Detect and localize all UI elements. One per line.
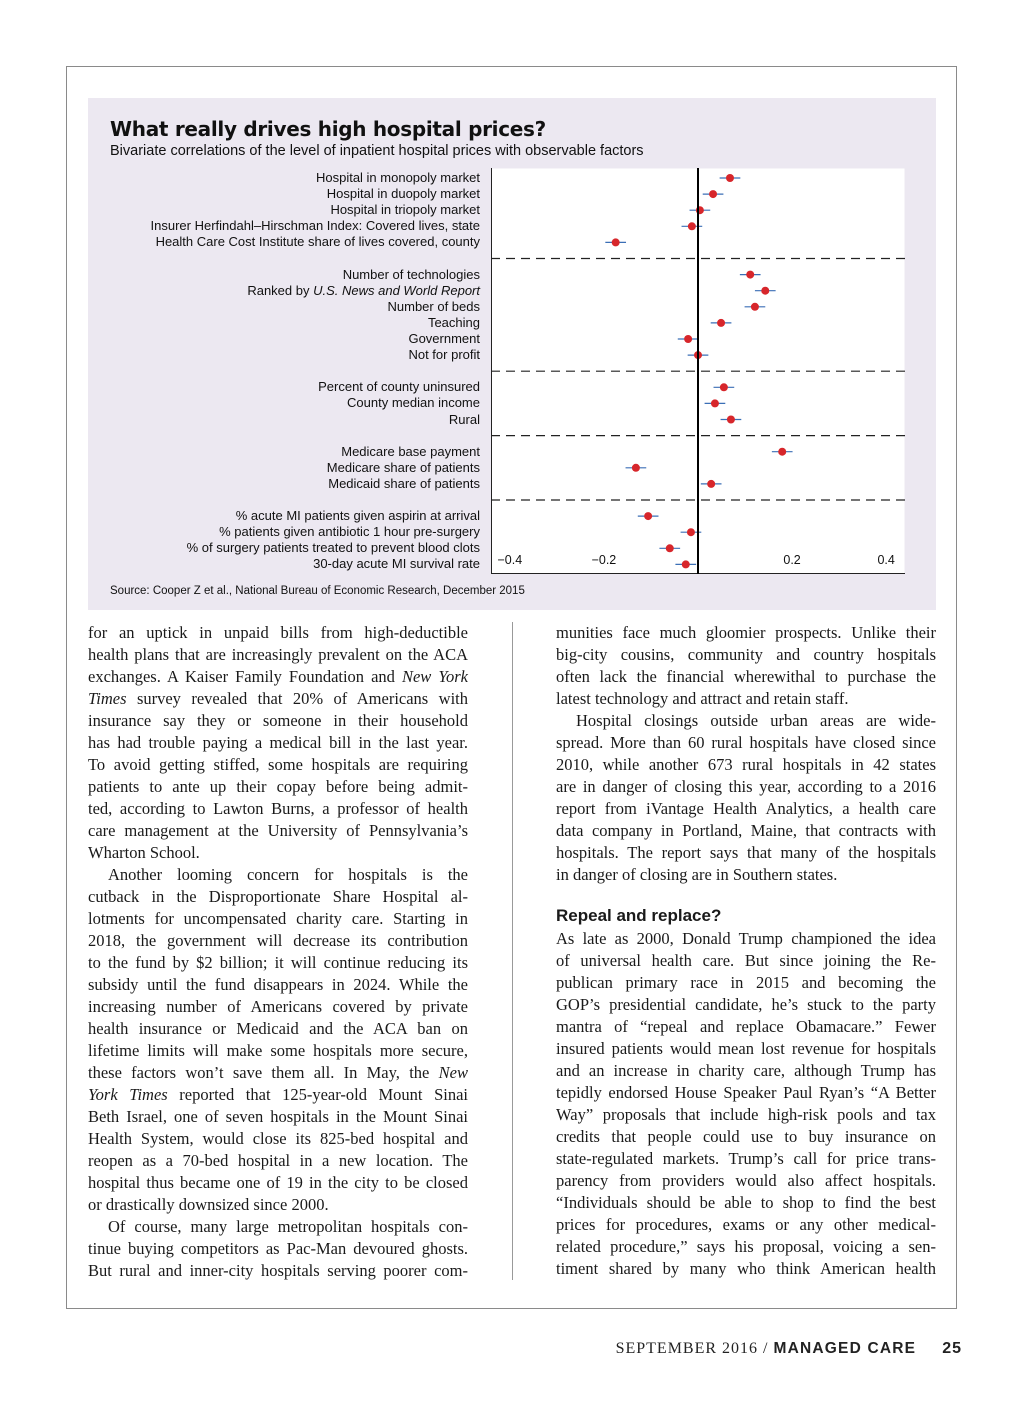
italic-text: York Times — [88, 1085, 168, 1104]
text-line: related procedure,” says his proposal, voicing a sen- — [556, 1237, 936, 1256]
text-line: state-regulated markets. Trump’s call for price trans- — [556, 1149, 936, 1168]
text-line: 2018, the government will decrease its contribution — [88, 931, 468, 950]
data-point — [644, 512, 652, 520]
row-label: Insurer Herfindahl–Hirschman Index: Covered lives, state — [150, 218, 480, 234]
text-line: data company in Portland, Maine, that contracts with — [556, 821, 936, 840]
text-line: Another looming concern for hospitals is the — [108, 865, 468, 884]
text-line: 2010, while another 673 rural hospitals in 42 states — [556, 755, 936, 774]
data-point — [687, 528, 695, 536]
italic-text: New York — [401, 667, 468, 686]
text-line: health insurance or Medicaid and the ACA ban on — [88, 1019, 468, 1038]
row-label: Percent of county uninsured — [318, 379, 480, 395]
text-line: credits that people could use to buy insurance on — [556, 1127, 936, 1146]
footer-issue: SEPTEMBER 2016 / — [615, 1340, 774, 1357]
text-line: timent shared by many who think American health — [556, 1259, 936, 1278]
row-label: 30-day acute MI survival rate — [313, 556, 480, 572]
row-label: Government — [408, 331, 480, 346]
data-point — [746, 271, 754, 279]
text-line: York Times reported that 125-year-old Mount Sinai — [88, 1085, 468, 1104]
row-label: Medicaid share of patients — [328, 475, 480, 491]
row-label: Health Care Cost Institute share of lives covered, county — [155, 234, 480, 250]
data-point — [682, 560, 690, 568]
text-line: and an increase in charity care, although Trump has — [556, 1061, 936, 1080]
text-line: report from iVantage Health Analytics, a health care — [556, 799, 936, 818]
text-line: hospitals. The report says that many of the hospitals — [556, 843, 936, 862]
row-label: Medicare share of patients — [326, 459, 480, 475]
data-point — [778, 448, 786, 456]
text-line: health plans that are increasingly prevalent on the ACA — [88, 645, 468, 664]
row-label: Number of technologies — [342, 266, 480, 282]
chart-plot-area — [491, 168, 905, 574]
text-line: often lack the financial wherewithal to purchase the — [556, 667, 936, 686]
text-line: care management at the University of Pennsylvania’s — [88, 821, 468, 840]
chart-title: What really drives high hospital prices? — [110, 117, 546, 141]
data-point — [717, 319, 725, 327]
text-line: are in danger of closing this year, according to a 2016 — [556, 777, 936, 796]
text-line: As late as 2000, Donald Trump championed the idea — [556, 929, 936, 948]
text-line: “Individuals should be able to shop to find the best — [556, 1193, 936, 1212]
text-line: for an uptick in unpaid bills from high-deductible — [88, 623, 468, 642]
row-label: % patients given antibiotic 1 hour pre-surgery — [219, 524, 480, 540]
text-line: patients to ante up their copay before being admit- — [88, 777, 468, 796]
text-line: these factors won’t save them all. In May, the New — [88, 1063, 468, 1082]
text-line: Times survey revealed that 20% of Americans with — [88, 689, 468, 708]
page-number: 25 — [942, 1340, 962, 1357]
data-point — [707, 480, 715, 488]
column-divider — [512, 622, 513, 1280]
text-line: lotments for uncompensated charity care. Starting in — [88, 909, 468, 928]
x-tick-label: −0.4 — [497, 553, 523, 567]
text-line: of universal health care. But since joining the Re- — [556, 951, 936, 970]
row-label: Hospital in monopoly market — [315, 170, 480, 185]
row-label: Number of beds — [387, 298, 480, 314]
text-line: in danger of closing are in Southern states. — [556, 865, 838, 884]
data-point — [684, 335, 692, 343]
article-column-right — [556, 622, 936, 1280]
row-label: % acute MI patients given aspirin at arrival — [235, 508, 480, 524]
row-label: % of surgery patients treated to prevent blood clots — [186, 540, 480, 556]
data-point — [726, 174, 734, 182]
row-label: Rural — [448, 411, 480, 427]
text-line: GOP’s presidential candidate, he’s stuck to the party — [556, 995, 936, 1014]
text-line: To avoid getting stiffed, some hospitals are requiring — [88, 755, 468, 774]
text-line: or drastically downsized since 2000. — [88, 1195, 329, 1214]
text-line: insurance say they or someone in their household — [88, 711, 468, 730]
text-line: ted, according to Lawton Burns, a professor of health — [88, 799, 468, 818]
section-heading: Repeal and replace? — [556, 906, 722, 925]
text-line: latest technology and attract and retain staff. — [556, 689, 849, 708]
text-line: prices for procedures, exams or any other medical- — [556, 1215, 936, 1234]
text-line: Wharton School. — [88, 843, 200, 862]
data-point — [612, 238, 620, 246]
article-column-left — [88, 622, 468, 1282]
data-point — [632, 464, 640, 472]
text-line: munities face much gloomier prospects. Unlike their — [556, 623, 936, 642]
text-line: to the fund by $2 billion; it will continue reducing its — [88, 953, 468, 972]
text-line: reopen as a 70-bed hospital in a new location. The — [88, 1151, 468, 1170]
text-line: But rural and inner-city hospitals serving poorer com- — [88, 1261, 468, 1280]
text-line: exchanges. A Kaiser Family Foundation and New York — [88, 667, 468, 686]
italic-text: Times — [88, 689, 127, 708]
row-label: Hospital in triopoly market — [330, 202, 480, 218]
text-line: increasing number of Americans covered by private — [88, 997, 468, 1016]
row-label: Ranked by U.S. News and World Report — [247, 282, 480, 298]
page-footer — [616, 1340, 962, 1358]
text-line: hospital thus became one of 19 in the city to be closed — [88, 1173, 468, 1192]
row-label: Not for profit — [408, 347, 480, 363]
x-tick-label: 0.2 — [783, 553, 801, 567]
text-line: cutback in the Disproportionate Share Hospital al- — [88, 887, 468, 906]
text-line: lifetime limits will make some hospitals more secure, — [88, 1041, 468, 1060]
row-label: Teaching — [427, 314, 480, 330]
x-tick-label: −0.2 — [591, 553, 617, 567]
data-point — [727, 416, 735, 424]
row-label: Hospital in duopoly market — [326, 186, 480, 202]
data-point — [688, 222, 696, 230]
row-label: Medicare base payment — [341, 443, 480, 459]
text-line: Of course, many large metropolitan hospitals con- — [108, 1217, 468, 1236]
data-point — [709, 190, 717, 198]
data-point — [666, 544, 674, 552]
data-point — [720, 383, 728, 391]
chart-subtitle: Bivariate correlations of the level of inpatient hospital prices with observable factors — [110, 143, 644, 159]
data-point — [711, 399, 719, 407]
text-line: insured patients would mean lost revenue for hospitals — [556, 1039, 936, 1058]
text-line: spread. More than 60 rural hospitals have closed since — [556, 733, 936, 752]
text-line: Beth Israel, one of seven hospitals in the Mount Sinai — [88, 1107, 468, 1126]
text-line: big-city cousins, community and country hospitals — [556, 645, 936, 664]
x-tick-label: 0.4 — [877, 553, 895, 567]
text-line: mantra of “repeal and replace Obamacare.” Fewer — [556, 1017, 936, 1036]
italic-text: New — [438, 1063, 468, 1082]
row-label: County median income — [347, 395, 480, 411]
text-line: tinue buying competitors as Pac-Man devoured ghosts. — [88, 1239, 468, 1258]
text-line: Hospital closings outside urban areas are wide- — [576, 711, 936, 730]
text-line: parency from providers would also affect hospitals. — [556, 1171, 936, 1190]
text-line: Way” proposals that include high-risk pools and tax — [556, 1105, 936, 1124]
data-point — [751, 303, 759, 311]
text-line: subsidy until the fund disappears in 2024. While the — [88, 975, 468, 994]
footer-publication: MANAGED CARE — [773, 1340, 917, 1357]
text-line: Health System, would close its 825-bed hospital and — [88, 1129, 468, 1148]
italic-text: U.S. News and World Report — [313, 282, 480, 298]
text-line: tepidly endorsed House Speaker Paul Ryan’s “A Better — [556, 1083, 936, 1102]
text-line: has had trouble paying a medical bill in the last year. — [88, 733, 468, 752]
text-line: publican primary race in 2015 and becoming the — [556, 973, 936, 992]
data-point — [761, 287, 769, 295]
chart-source: Source: Cooper Z et al., National Bureau of Economic Research, December 2015 — [110, 585, 525, 597]
